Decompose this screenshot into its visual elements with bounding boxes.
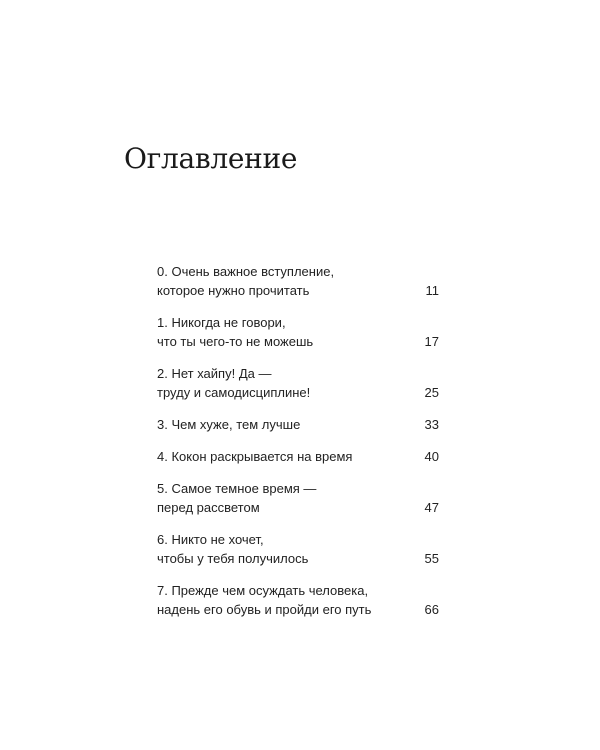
toc-entry-line: 3. Чем хуже, тем лучше — [157, 417, 301, 432]
page-title: Оглавление — [124, 142, 298, 175]
toc-page-number: 25 — [424, 385, 439, 400]
toc-entry-line: 4. Кокон раскрывается на время — [157, 449, 353, 464]
toc-entry-line: 0. Очень важное вступление, — [157, 264, 335, 279]
toc-entry-title — [157, 313, 313, 351]
toc-page-number: 11 — [425, 283, 439, 298]
toc-entry — [157, 313, 439, 351]
toc-entry — [157, 262, 439, 300]
toc-entry-line: 5. Самое темное время — — [157, 481, 317, 496]
toc-entry-line: 1. Никогда не говори, — [157, 315, 286, 330]
toc-entry-title — [157, 364, 310, 402]
toc-entry-line: чтобы у тебя получилось — [157, 551, 309, 566]
toc-entry-line: перед рассветом — [157, 500, 260, 515]
toc-entry-title — [157, 415, 300, 434]
toc-entry-line: 2. Нет хайпу! Да — — [157, 366, 272, 381]
toc-entry-line: надень его обувь и пройди его путь — [157, 602, 372, 617]
toc-entry — [157, 581, 439, 619]
table-of-contents — [157, 262, 439, 619]
toc-page-number: 66 — [424, 602, 439, 617]
toc-entry-title — [157, 447, 352, 466]
toc-entry-line: которое нужно прочитать — [157, 283, 310, 298]
toc-entry-title — [157, 581, 371, 619]
toc-page-number: 55 — [424, 551, 439, 566]
toc-page-number: 17 — [424, 334, 439, 349]
toc-entry-title — [157, 262, 334, 300]
toc-entry — [157, 530, 439, 568]
toc-page-number: 40 — [424, 449, 439, 464]
toc-entry — [157, 415, 439, 434]
toc-entry — [157, 364, 439, 402]
toc-entry — [157, 447, 439, 466]
toc-entry-title — [157, 530, 308, 568]
toc-page-number: 47 — [424, 500, 439, 515]
toc-entry-line: труду и самодисциплине! — [157, 385, 311, 400]
toc-entry-line: что ты чего-то не можешь — [157, 334, 314, 349]
toc-entry-title — [157, 479, 316, 517]
toc-entry-line: 6. Никто не хочет, — [157, 532, 264, 547]
toc-page-number: 33 — [424, 417, 439, 432]
toc-entry-line: 7. Прежде чем осуждать человека, — [157, 583, 369, 598]
toc-entry — [157, 479, 439, 517]
